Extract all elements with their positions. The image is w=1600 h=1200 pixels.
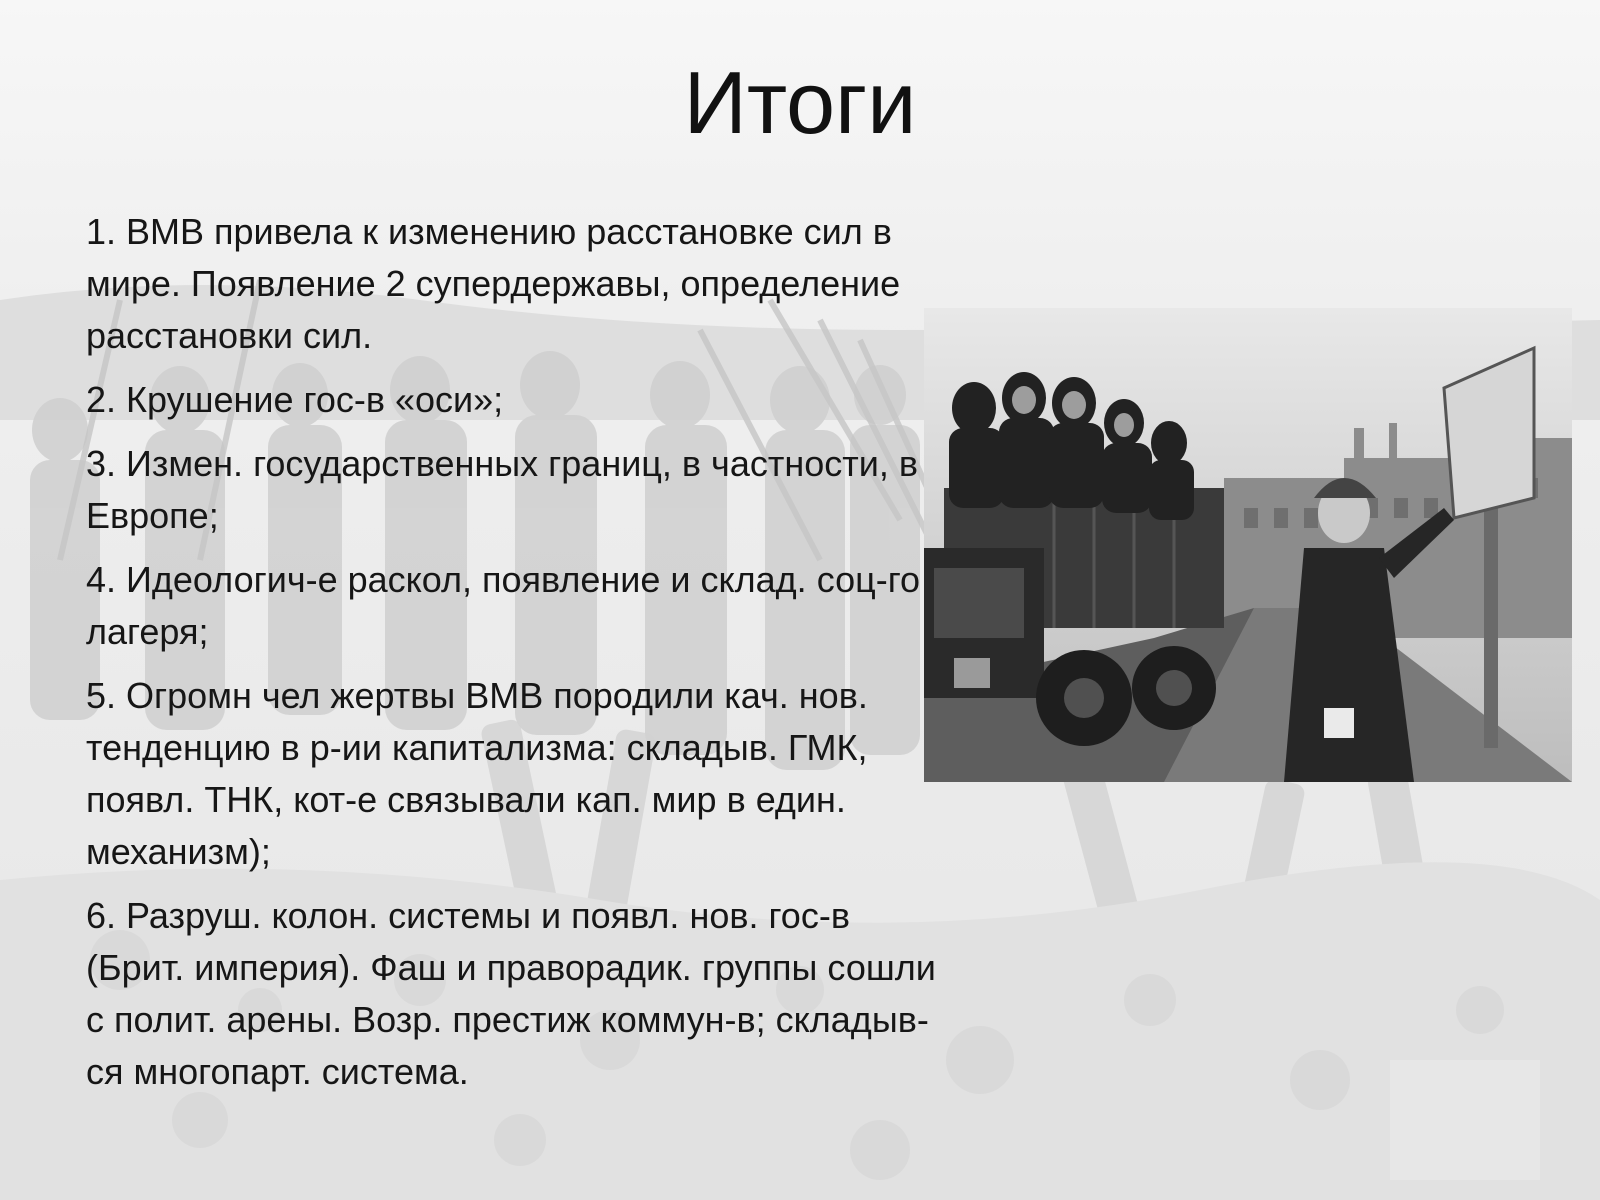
- summary-item-5: 5. Огромн чел жертвы ВМВ породили кач. нов. тенденцию в р-ии капитализма: складыв. ГМК, появл. ТНК, кот-е связывали кап. мир в един. механизм);: [86, 675, 868, 872]
- summary-item-1: 1. ВМВ привела к изменению расстановке сил в мире. Появление 2 супердержавы, определение расстановки сил.: [86, 211, 901, 356]
- summary-item-6: 6. Разруш. колон. системы и появл. нов. гос-в (Брит. империя). Фаш и праворадик. группы сошли с полит. арены. Возр. престиж коммун-в; складыв-ся многопарт. система.: [86, 895, 936, 1092]
- summary-item-2: 2. Крушение гос-в «оси»;: [86, 379, 504, 420]
- truck-soldiers-photo: [924, 308, 1572, 782]
- slide-title: Итоги: [683, 53, 917, 152]
- summary-list: [86, 206, 946, 1110]
- summary-item-3: 3. Измен. государственных границ, в частности, в Европе;: [86, 443, 918, 536]
- summary-item-4: 4. Идеологич-е раскол, появление и склад. соц-го лагеря;: [86, 559, 921, 652]
- truck-with-soldiers-photo-icon: [924, 308, 1572, 782]
